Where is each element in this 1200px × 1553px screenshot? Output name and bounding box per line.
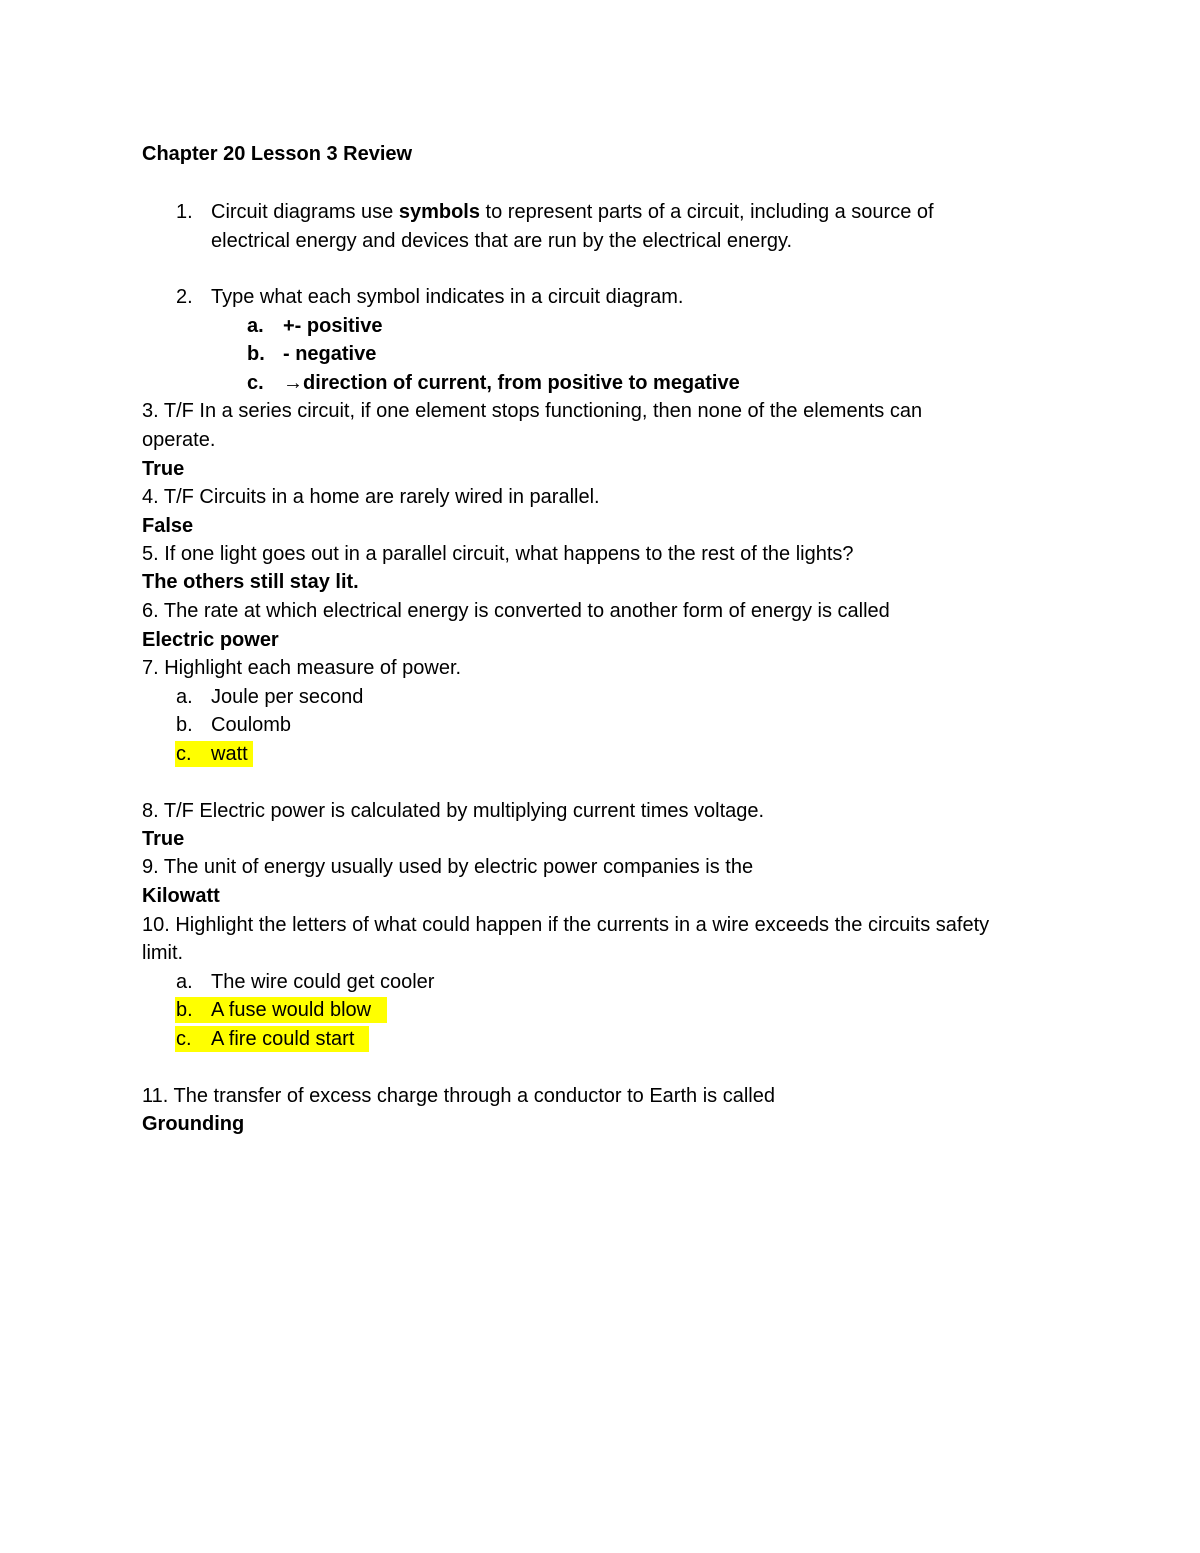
item-text: +- positive bbox=[283, 315, 383, 337]
list-item bbox=[0, 340, 1200, 368]
question-9-text: 9. The unit of energy usually used by electric power companies is the bbox=[142, 856, 754, 878]
list-item bbox=[0, 683, 1200, 711]
option-letter: b. bbox=[176, 714, 193, 736]
list-item bbox=[0, 711, 1200, 739]
option-text: watt bbox=[211, 743, 248, 765]
question-3-text-line-2: operate. bbox=[142, 429, 216, 451]
option-text: The wire could get cooler bbox=[211, 971, 435, 993]
question-5-answer: The others still stay lit. bbox=[142, 571, 359, 593]
list-item-highlighted bbox=[0, 1025, 1200, 1053]
option-text: A fuse would blow bbox=[211, 999, 372, 1021]
list-item bbox=[0, 312, 1200, 340]
item-text: →direction of current, from positive to megative bbox=[283, 372, 740, 394]
question-9-answer: Kilowatt bbox=[142, 885, 220, 907]
question-4-text: 4. T/F Circuits in a home are rarely wired in parallel. bbox=[142, 486, 600, 508]
list-number: 2. bbox=[176, 286, 193, 308]
question-11-text: 11. The transfer of excess charge through a conductor to Earth is called bbox=[142, 1085, 775, 1107]
question-4-answer: False bbox=[142, 515, 194, 537]
document-title: Chapter 20 Lesson 3 Review bbox=[142, 143, 413, 165]
question-5-text: 5. If one light goes out in a parallel circuit, what happens to the rest of the lights? bbox=[142, 543, 854, 565]
question-6-text: 6. The rate at which electrical energy is converted to another form of energy is called bbox=[142, 600, 890, 622]
list-item-highlighted bbox=[0, 740, 1200, 768]
question-text-cont: to represent parts of a circuit, including a source of bbox=[480, 201, 934, 223]
list-item-highlighted bbox=[0, 996, 1200, 1024]
list-number: 1. bbox=[176, 201, 193, 223]
item-letter: b. bbox=[247, 343, 265, 365]
item-letter: c. bbox=[247, 372, 264, 394]
option-text: Coulomb bbox=[211, 714, 292, 736]
option-letter: b. bbox=[176, 999, 193, 1021]
fill-in-answer: symbols bbox=[398, 201, 480, 223]
question-10-text: 10. Highlight the letters of what could happen if the currents in a wire exceeds the circuits safety bbox=[142, 914, 990, 936]
option-text: A fire could start bbox=[211, 1028, 355, 1050]
item-text: - negative bbox=[283, 343, 377, 365]
question-text-line-2: electrical energy and devices that are run by the electrical energy. bbox=[211, 230, 793, 252]
question-3-answer: True bbox=[142, 458, 185, 480]
question-text: Type what each symbol indicates in a circuit diagram. bbox=[211, 286, 684, 308]
list-item bbox=[0, 968, 1200, 996]
option-text: Joule per second bbox=[211, 686, 364, 708]
item-letter: a. bbox=[247, 315, 264, 337]
option-letter: c. bbox=[176, 743, 192, 765]
option-letter: a. bbox=[176, 971, 193, 993]
question-6-answer: Electric power bbox=[142, 629, 279, 651]
question-8-answer: True bbox=[142, 828, 185, 850]
question-text: Circuit diagrams use bbox=[211, 201, 399, 223]
option-letter: a. bbox=[176, 686, 193, 708]
question-3-text: 3. T/F In a series circuit, if one element stops functioning, then none of the elements can bbox=[142, 400, 923, 422]
question-7-text: 7. Highlight each measure of power. bbox=[142, 657, 462, 679]
question-11-answer: Grounding bbox=[142, 1113, 245, 1135]
question-10-text-line-2: limit. bbox=[142, 942, 184, 964]
option-letter: c. bbox=[176, 1028, 192, 1050]
question-8-text: 8. T/F Electric power is calculated by multiplying current times voltage. bbox=[142, 800, 765, 822]
list-item bbox=[0, 369, 1200, 397]
